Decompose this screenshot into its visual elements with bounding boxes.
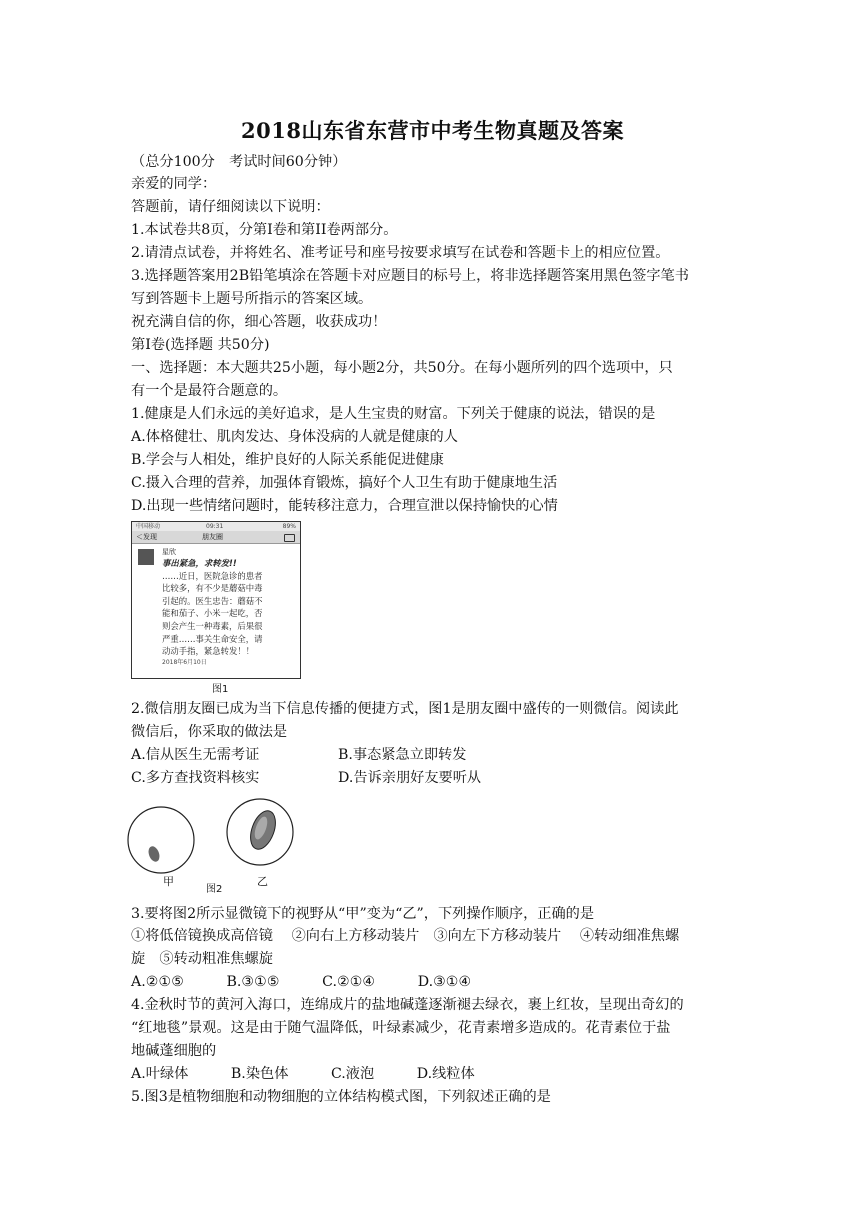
- q3-stem: 3.要将图2所示显微镜下的视野从“甲”变为“乙”，下列操作顺序，正确的是: [131, 906, 595, 922]
- q2-option-d: D.告诉亲朋好友要听从: [338, 770, 482, 786]
- q2-option-c: C.多方查找资料核实: [131, 770, 260, 786]
- back-button: ＜发现: [136, 533, 157, 541]
- q2-stem-cont: 微信后，你采取的做法是: [131, 724, 288, 740]
- nav-title: 朋友圈: [202, 533, 223, 541]
- post-author: 星欣: [162, 548, 176, 556]
- exam-info: （总分100分 考试时间60分钟）: [131, 154, 347, 170]
- wish-line: 祝充满自信的你，细心答题，收获成功！: [131, 314, 387, 330]
- q3-options: A.②①⑤ B.③①⑤ C.②①④ D.③①④: [131, 974, 472, 990]
- figure1-caption: 图1: [212, 684, 229, 695]
- q2-stem: 2.微信朋友圈已成为当下信息传播的便捷方式，图1是朋友圈中盛传的一则微信。阅读此: [131, 701, 679, 717]
- q2-options-row1: [131, 745, 467, 765]
- section-instructions-cont: 有一个是最符合题意的。: [131, 383, 288, 399]
- q1-option-c: C.摄入合理的营养，加强体育锻炼，搞好个人卫生有助于健康地生活: [131, 475, 558, 491]
- post-date: 2018年6月10日: [162, 658, 207, 666]
- q3-steps: ①将低倍镜换成高倍镜 ②向右上方移动装片 ③向左下方移动装片 ④转动细准焦螺: [131, 928, 680, 944]
- q5-stem: 5.图3是植物细胞和动物细胞的立体结构模式图，下列叙述正确的是: [131, 1089, 551, 1105]
- instruction-3: 3.选择题答案用2B铅笔填涂在答题卡对应题目的标号上，将非选择题答案用黑色签字笔书: [131, 268, 689, 284]
- figure2-microscope-views: [125, 794, 315, 894]
- q1-option-b: B.学会与人相处，维护良好的人际关系能促进健康: [131, 452, 444, 468]
- post-line: 比较多，有不少是蘑菇中毒: [162, 583, 263, 594]
- post-line: 引起的。医生忠告：蘑菇不: [162, 595, 263, 606]
- post-line: 则会产生一种毒素，后果很: [162, 620, 263, 631]
- phone-status-bar: [132, 522, 300, 531]
- q1-stem: 1.健康是人们永远的美好追求，是人生宝贵的财富。下列关于健康的说法，错误的是: [131, 406, 656, 422]
- greeting: 亲爱的同学：: [131, 176, 217, 192]
- q4-stem: 4.金秋时节的黄河入海口，连绵成片的盐地碱蓬逐渐褪去绿衣，裹上红妆，呈现出奇幻的: [131, 997, 684, 1013]
- q2-option-a: A.信从医生无需考证: [131, 747, 260, 763]
- clock-label: 09:31: [206, 523, 224, 530]
- q2-options-row2: [131, 768, 482, 788]
- post-body: [132, 544, 300, 670]
- section-heading: 第Ⅰ卷(选择题 共50分): [131, 337, 270, 353]
- figure2-label-yi: 乙: [257, 875, 268, 888]
- q4-options: A.叶绿体 B.染色体 C.液泡 D.线粒体: [131, 1066, 475, 1082]
- instruction-1: 1.本试卷共8页，分第Ⅰ卷和第II卷两部分。: [131, 222, 398, 238]
- post-line: 能和茄子、小米一起吃，否: [162, 608, 263, 619]
- q2-option-b: B.事态紧急立即转发: [338, 747, 467, 763]
- field-of-view-jia: [128, 807, 194, 873]
- post-line: 动动手指，紧急转发！！: [162, 646, 255, 657]
- instruction-2: 2.请清点试卷，并将姓名、准考证号和座号按要求填写在试卷和答题卡上的相应位置。: [131, 245, 670, 261]
- section-instructions: 一、选择题：本大题共25小题，每小题2分，共50分。在每小题所列的四个选项中，只: [131, 360, 673, 376]
- q4-stem-cont2: 地碱蓬细胞的: [131, 1043, 217, 1059]
- carrier-label: 中国移动: [136, 523, 161, 530]
- battery-label: 89%: [282, 523, 296, 530]
- q1-option-d: D.出现一些情绪问题时，能转移注意力，合理宣泄以保持愉快的心情: [131, 498, 558, 514]
- post-line: 严重……事关生命安全，请: [162, 633, 263, 644]
- post-line: 事出紧急，求转发!!: [162, 558, 237, 568]
- figure1-phone-screenshot: [131, 521, 301, 679]
- phone-nav-bar: [132, 531, 300, 544]
- instruction-3-cont: 写到答题卡上题号所指示的答案区域。: [131, 291, 373, 307]
- avatar: [138, 549, 154, 565]
- instructions-heading: 答题前，请仔细阅读以下说明：: [131, 199, 330, 215]
- q1-option-a: A.体格健壮、肌肉发达、身体没病的人就是健康的人: [131, 429, 458, 445]
- post-line: ……近日，医院急诊的患者: [162, 570, 263, 581]
- figure2-caption: 图2: [206, 884, 223, 895]
- page-title: 2018山东省东营市中考生物真题及答案: [241, 118, 624, 143]
- q3-steps-cont: 旋 ⑤转动粗准焦螺旋: [131, 951, 273, 967]
- q4-stem-cont: “红地毯”景观。这是由于随气温降低，叶绿素减少，花青素增多造成的。花青素位于盐: [131, 1020, 671, 1036]
- camera-icon: [284, 534, 295, 542]
- figure2-label-jia: 甲: [163, 875, 174, 888]
